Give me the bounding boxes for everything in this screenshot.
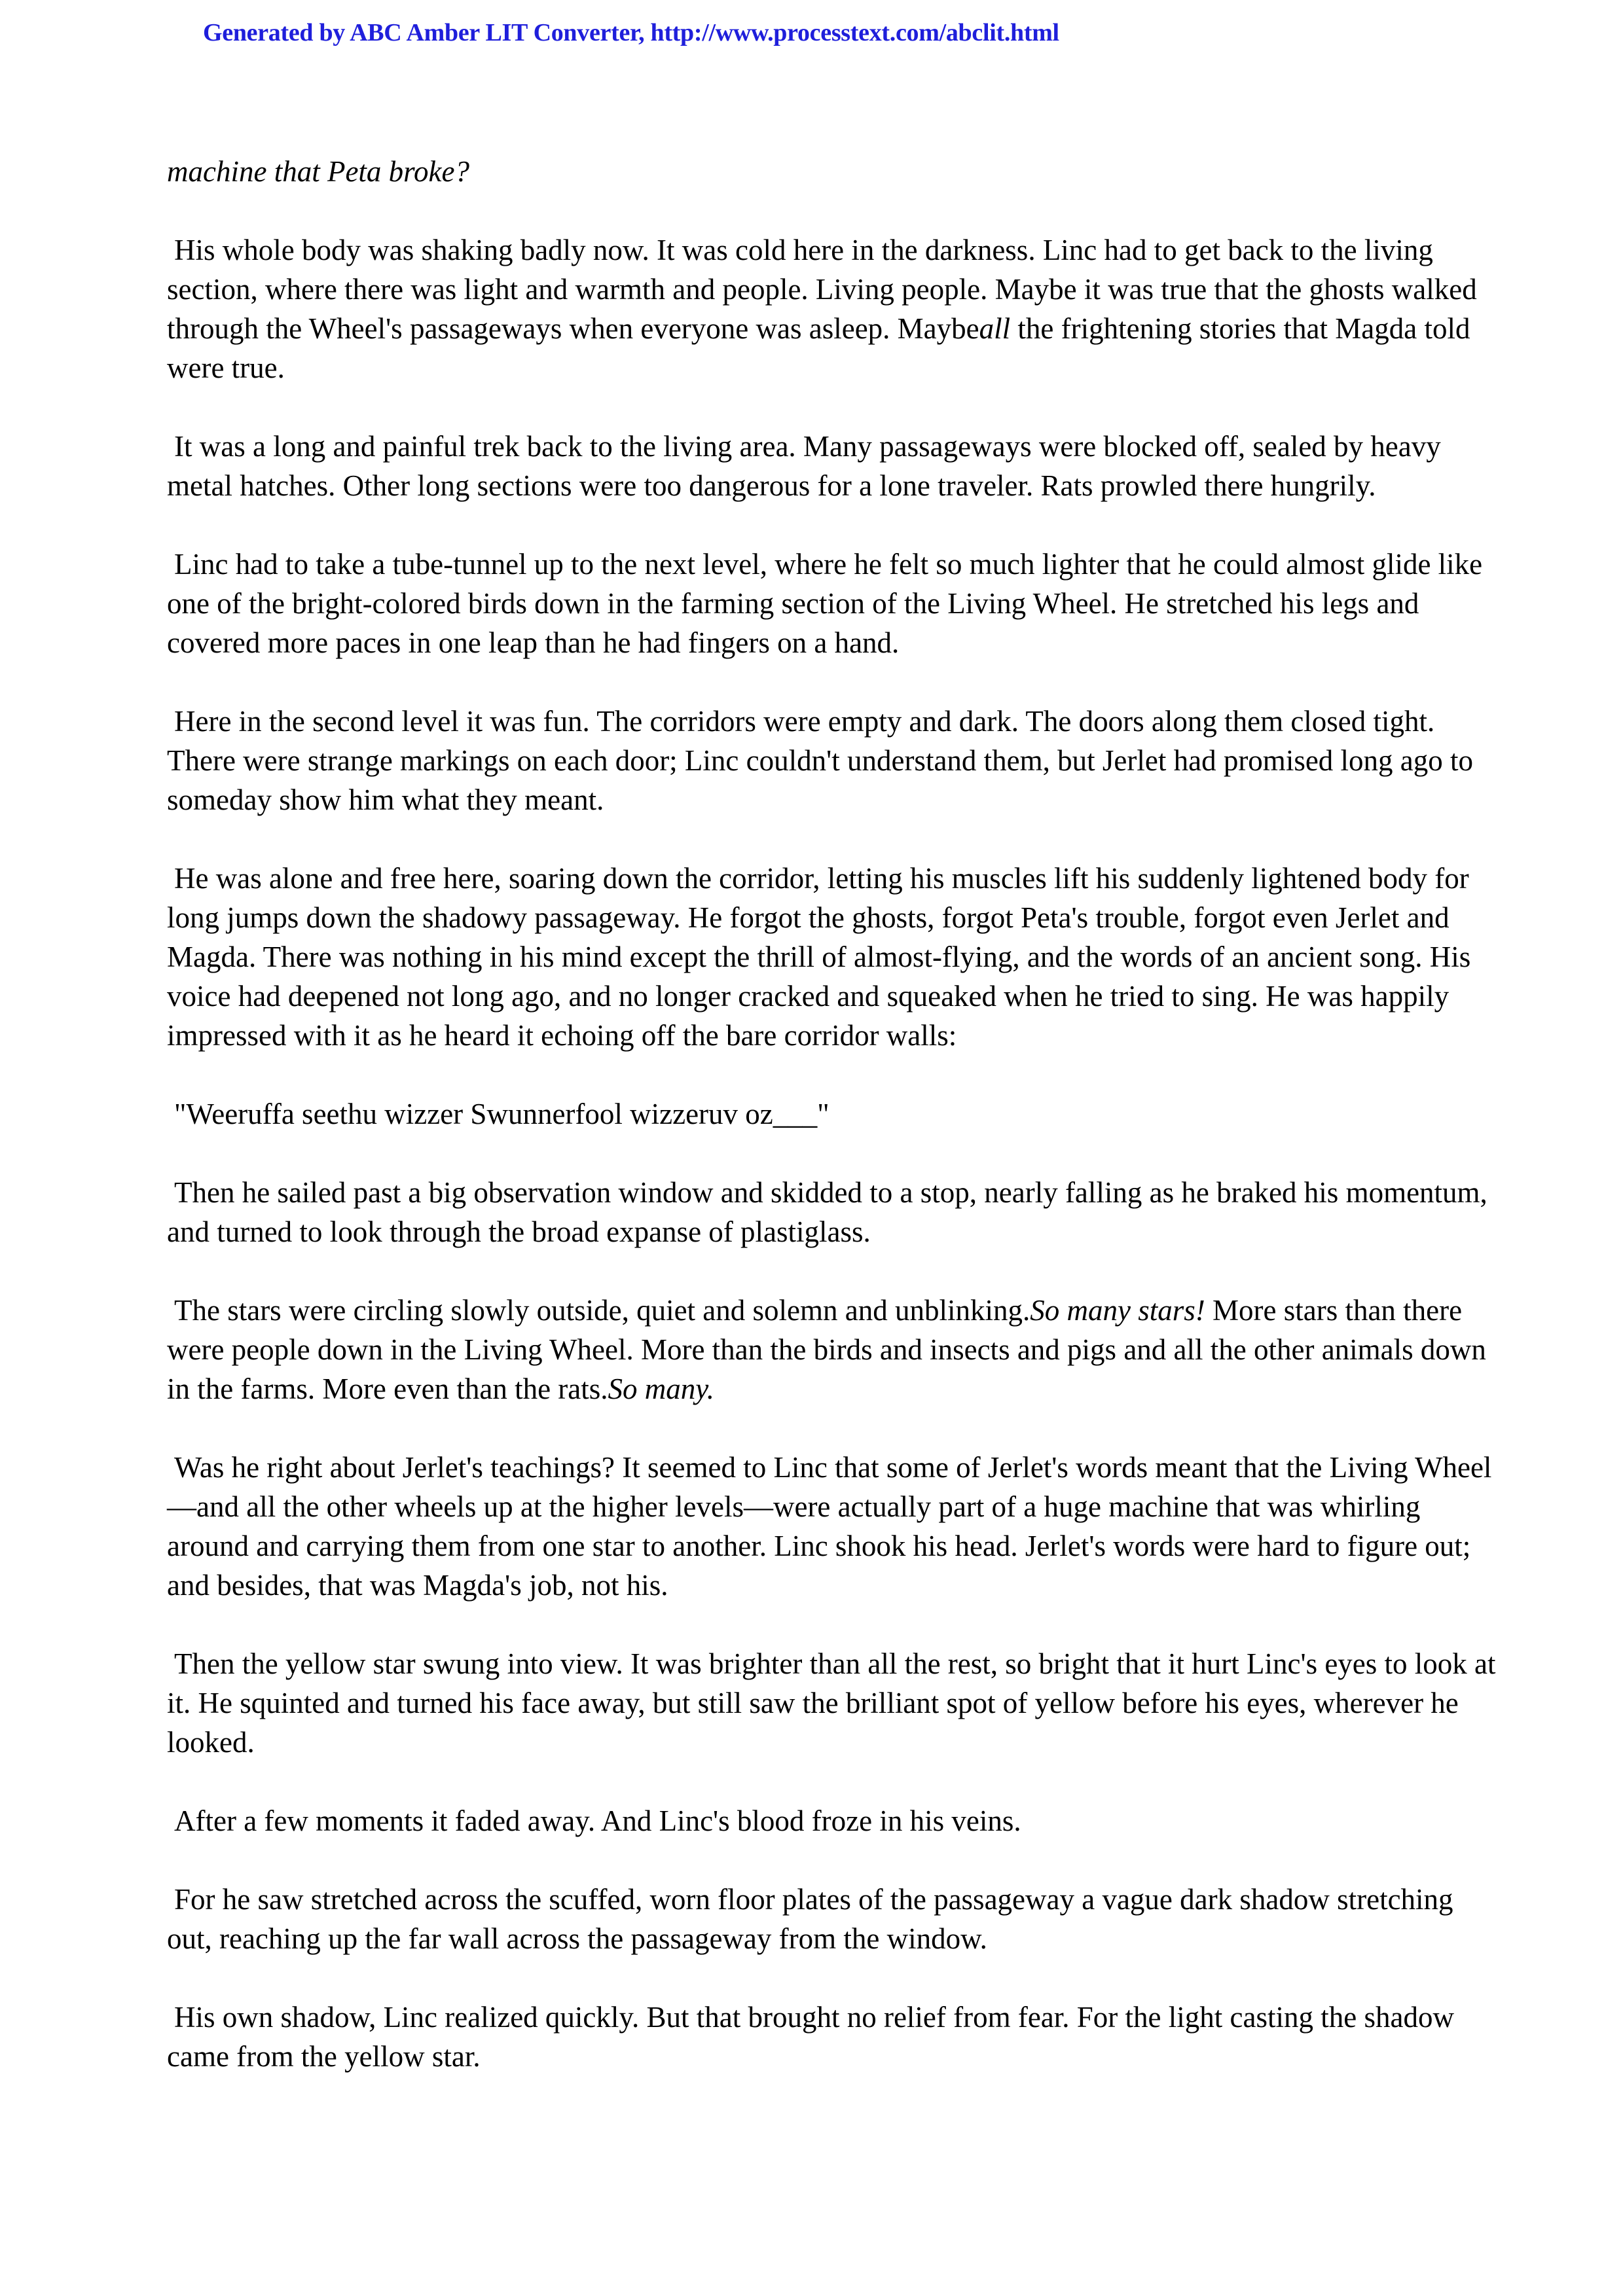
paragraph [167,545,1503,662]
paragraph-text: More stars than there were people down in the Living Wheel. More than the birds and insects and pigs and all the other animals down in the farms. More even than the rats. [167,1294,1486,1405]
italic-text: So many stars! [1030,1294,1205,1327]
book-text [167,152,1503,2115]
paragraph [167,1880,1503,1958]
paragraph-text: He was alone and free here, soaring down the corridor, letting his muscles lift his suddenly lightened body for long jumps down the shadowy passageway. He forgot the ghosts, forgot Peta's trouble, forgot even Jerlet and Magda. There was nothing in his mind except the thrill of almost-flying, and the words of an ancient song. His voice had deepened not long ago, and no longer cracked and squeaked when he tried to sing. He was happily impressed with it as he heard it echoing off the bare corridor walls: [167,862,1471,1052]
paragraph [167,427,1503,505]
paragraph [167,152,1503,191]
paragraph-text: Then the yellow star swung into view. It was brighter than all the rest, so bright that it hurt Linc's eyes to look at it. He squinted and turned his face away, but still saw the brilliant spot of yellow before his eyes, wherever he looked. [167,1647,1496,1759]
paragraph [167,230,1503,387]
converter-header-link[interactable]: Generated by ABC Amber LIT Converter, http://www.processtext.com/abclit.html [203,19,1059,46]
paragraph [167,1448,1503,1605]
paragraph-text: It was a long and painful trek back to the living area. Many passageways were blocked off, sealed by heavy metal hatches. Other long sections were too dangerous for a lone traveler. Rats prowled there hungrily. [167,430,1441,502]
paragraph-text: The stars were circling slowly outside, quiet and solemn and unblinking. [174,1294,1030,1327]
paragraph [167,1801,1503,1840]
paragraph-text: the frightening stories that Magda told were true. [167,312,1470,384]
paragraph [167,859,1503,1055]
paragraph-text: Then he sailed past a big observation window and skidded to a stop, nearly falling as he braked his momentum, and turned to look through the broad expanse of plastiglass. [167,1176,1487,1248]
paragraph-text: Linc had to take a tube-tunnel up to the next level, where he felt so much lighter that he could almost glide like one of the bright-colored birds down in the farming section of the Living Wheel. He stretched his legs and covered more paces in one leap than he had fingers on a hand. [167,548,1483,659]
paragraph-text: Was he right about Jerlet's teachings? It seemed to Linc that some of Jerlet's words meant that the Living Wheel—and all the other wheels up at the higher levels—were actually part of a huge machine that was whirling around and carrying them from one star to another. Linc shook his head. Jerlet's words were hard to figure out; and besides, that was Magda's job, not his. [167,1451,1492,1602]
paragraph-text: For he saw stretched across the scuffed, worn floor plates of the passageway a vague dark shadow stretching out, reaching up the far wall across the passageway from the window. [167,1883,1453,1955]
paragraph [167,1644,1503,1762]
paragraph [167,1173,1503,1251]
italic-text: all [979,312,1011,345]
paragraph [167,1094,1503,1134]
italic-text: So many. [608,1372,715,1405]
paragraph-text: After a few moments it faded away. And Linc's blood froze in his veins. [174,1804,1021,1837]
paragraph [167,1291,1503,1408]
paragraph [167,702,1503,819]
paragraph-text: His whole body was shaking badly now. It was cold here in the darkness. Linc had to get back to the living section, where there was light and warmth and people. Living people. Maybe it was true that the ghosts walked through the Wheel's passageways when everyone was asleep. Maybe [167,234,1477,345]
paragraph-text: His own shadow, Linc realized quickly. But that brought no relief from fear. For the light casting the shadow came from the yellow star. [167,2001,1454,2073]
paragraph [167,1998,1503,2076]
paragraph-text: "Weeruffa seethu wizzer Swunnerfool wizzeruv oz___" [174,1098,830,1130]
paragraph-text: Here in the second level it was fun. The corridors were empty and dark. The doors along them closed tight. There were strange markings on each door; Linc couldn't understand them, but Jerlet had promised long ago to someday show him what they meant. [167,705,1474,816]
italic-text: machine that Peta broke? [167,155,469,188]
